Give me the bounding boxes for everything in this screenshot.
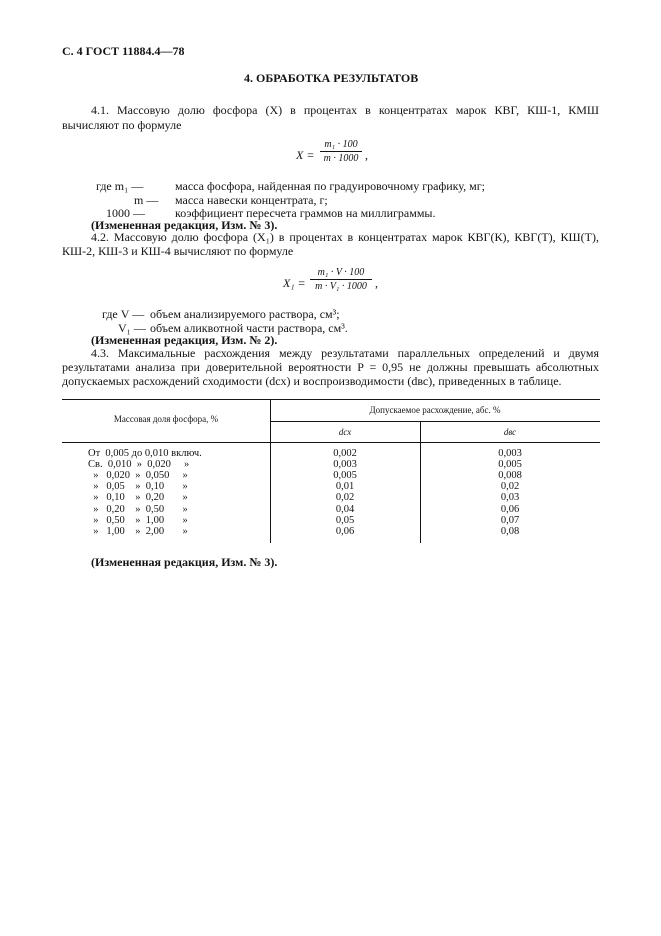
table-col2-header: dсх [338, 427, 352, 437]
table-row-range: » 0,05 » 0,10 » [88, 481, 188, 493]
table-row-range: » 0,10 » 0,20 » [88, 492, 188, 504]
paragraph-4-1-line1: 4.1. Массовую долю фосфора (X) в процентах в концентратах марок КВГ, КШ-1, КМШ [91, 103, 599, 117]
table-row-range: Св. 0,010 » 0,020 » [88, 459, 190, 471]
table-row-dvs: 0,008 [498, 470, 522, 482]
table-row-dvs: 0,08 [500, 525, 520, 537]
table-row-range: От 0,005 до 0,010 включ. [88, 448, 202, 459]
table-row-range: » 0,20 » 0,50 » [88, 503, 188, 515]
formula2-numerator: m₁ · V · 100 [317, 267, 365, 278]
paragraph-4-1-line2: вычисляют по формуле [62, 118, 182, 132]
formula2-comma: , [375, 276, 378, 290]
table-row-range: » 1,00 » 2,00 » [88, 525, 188, 537]
def5-symbol: V₁ — [118, 321, 146, 335]
formula2-lhs: X₁ = [283, 276, 306, 290]
table-top-rule [62, 399, 600, 400]
table-row-dvs: 0,06 [500, 503, 520, 515]
table-row-range: » 0,50 » 1,00 » [88, 514, 188, 526]
table-row-dsx: 0,003 [333, 459, 357, 471]
table-row-dsx: 0,05 [335, 514, 355, 526]
table-header-rule [62, 442, 600, 443]
amendment-note-izm3-bottom: (Измененная редакция, Изм. № 3). [91, 555, 278, 569]
formula2-denominator: m · V₁ · 1000 [315, 281, 367, 292]
table-col1-header: Массовая доля фосфора, % [113, 414, 219, 424]
def4-symbol: где V — [102, 307, 145, 321]
table-col3-header: dвс [503, 427, 517, 437]
def1-text: масса фосфора, найденная по градуировочному графику, мг; [175, 179, 485, 193]
table-row-dsx: 0,01 [335, 481, 355, 493]
section-title: 4. ОБРАБОТКА РЕЗУЛЬТАТОВ [244, 71, 419, 85]
table-row-dsx: 0,005 [333, 470, 357, 482]
formula2-fraction [310, 267, 372, 292]
paragraph-4-2-line1: 4.2. Массовую долю фосфора (X₁) в процентах в концентратах марок КВГ(К), КВГ(Т), КШ(Т), [91, 230, 599, 244]
formula1-bar [320, 151, 362, 152]
def3-text: коэффициент пересчета граммов на миллиграммы. [175, 206, 436, 220]
formula1-fraction [320, 139, 362, 164]
def1-symbol: где m₁ — [96, 179, 144, 193]
table-row-dsx: 0,04 [335, 503, 355, 515]
def4-text: объем анализируемого раствора, см³; [150, 307, 340, 321]
def3-symbol: 1000 — [106, 206, 145, 220]
def5-text: объем аликвотной части раствора, см³. [150, 321, 348, 335]
table-row-dvs: 0,02 [500, 481, 520, 493]
paragraph-4-3-line2: результатами анализа при доверительной вероятности P = 0,95 не должны превышать абсолютных [62, 360, 599, 374]
paragraph-4-2-line2: КШ-2, КШ-3 и КШ-4 вычисляют по формуле [62, 244, 294, 258]
paragraph-4-3-line1: 4.3. Максимальные расхождения между результатами параллельных определений и двумя [91, 346, 599, 360]
table-row-dvs: 0,005 [498, 459, 522, 471]
table-row-dvs: 0,003 [498, 448, 522, 459]
paragraph-4-3-line3: допускаемых расхождений сходимости (dсх) и воспроизводимости (dвс), приведенных в таблице. [62, 374, 562, 388]
formula1-denominator: m · 1000 [323, 153, 359, 164]
formula1-comma: , [365, 148, 368, 162]
amendment-note-izm2: (Измененная редакция, Изм. № 2). [91, 333, 278, 347]
table-row-dsx: 0,02 [335, 492, 355, 504]
formula2-bar [310, 279, 372, 280]
table-group-header: Допускаемое расхождение, абс. % [369, 405, 501, 415]
def2-symbol: m — [134, 193, 159, 207]
table-row-range: » 0,020 » 0,050 » [88, 470, 188, 482]
formula1-lhs: X = [296, 148, 315, 162]
def2-text: масса навески концентрата, г; [175, 193, 328, 207]
table-row-dvs: 0,07 [500, 514, 520, 526]
amendment-note-izm3: (Измененная редакция, Изм. № 3). [91, 218, 278, 232]
table-mid-rule [270, 421, 600, 422]
formula1-numerator: m₁ · 100 [324, 139, 358, 150]
table-row-dsx: 0,06 [335, 525, 355, 537]
page-header: С. 4 ГОСТ 11884.4—78 [62, 44, 185, 58]
table-row-dsx: 0,002 [333, 448, 357, 459]
table-row-dvs: 0,03 [500, 492, 520, 504]
